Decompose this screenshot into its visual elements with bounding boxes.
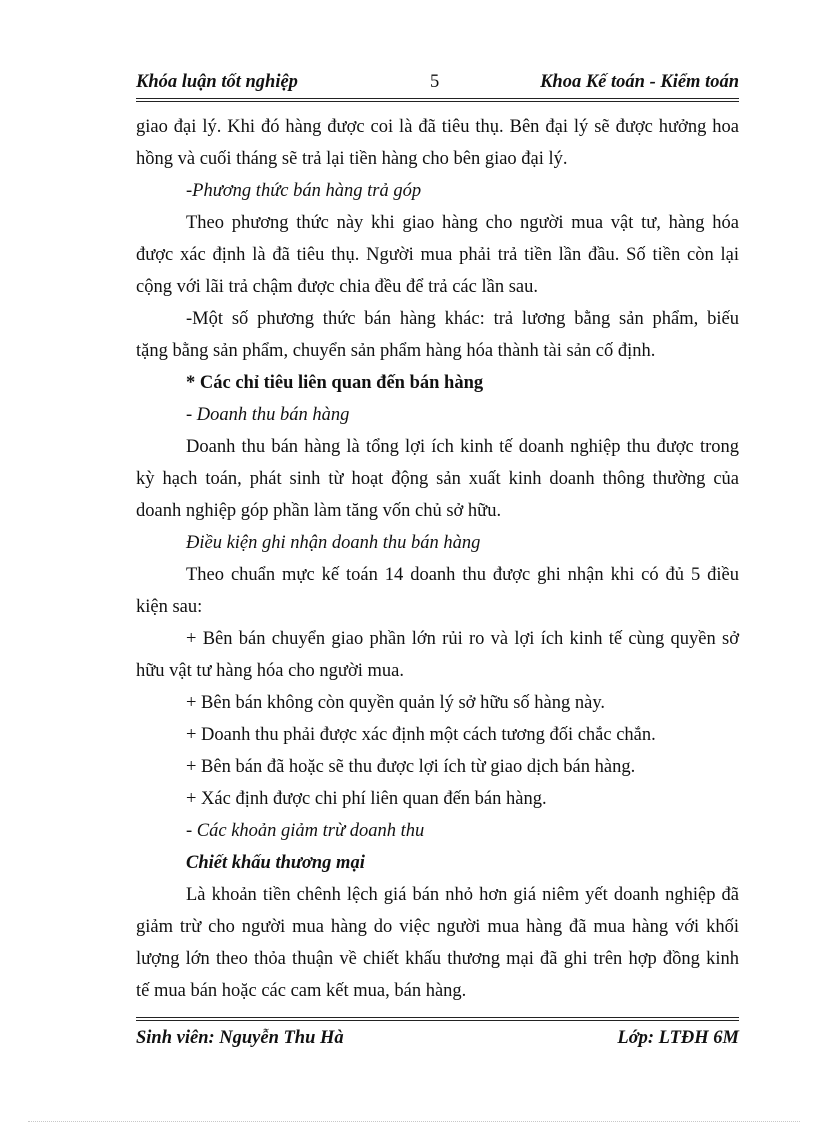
paragraph-line: lượng lớn theo thỏa thuận về chiết khấu thương mại đã ghi trên hợp đồng kinh [136, 949, 739, 969]
footer-class: Lớp: LTĐH 6M [617, 1028, 739, 1048]
footer-rule-double [136, 1020, 739, 1021]
page-bottom-dotted-border [28, 1121, 800, 1122]
list-item: + Doanh thu phải được xác định một cách tương đối chắc chắn. [186, 725, 656, 745]
paragraph-line: giao đại lý. Khi đó hàng được coi là đã tiêu thụ. Bên đại lý sẽ được hưởng hoa [136, 117, 739, 137]
paragraph-line: doanh nghiệp góp phần làm tăng vốn chủ sở hữu. [136, 501, 502, 521]
header-thesis-title: Khóa luận tốt nghiệp [136, 72, 298, 92]
paragraph-line: Theo chuẩn mực kế toán 14 doanh thu được ghi nhận khi có đủ 5 điều [186, 565, 739, 585]
list-item: + Bên bán chuyển giao phần lớn rủi ro và lợi ích kinh tế cùng quyền sở [186, 629, 739, 649]
paragraph-line: -Một số phương thức bán hàng khác: trả lương bằng sản phẩm, biếu [186, 309, 739, 329]
paragraph-line: Doanh thu bán hàng là tổng lợi ích kinh tế doanh nghiệp thu được trong [186, 437, 739, 457]
list-item: + Bên bán không còn quyền quản lý sở hữu số hàng này. [186, 693, 606, 713]
footer-student-name: Sinh viên: Nguyễn Thu Hà [136, 1028, 344, 1048]
subheading-sales-revenue: - Doanh thu bán hàng [186, 405, 350, 425]
header-department: Khoa Kế toán - Kiểm toán [540, 72, 739, 92]
section-heading-sales-indicators: * Các chỉ tiêu liên quan đến bán hàng [186, 373, 484, 393]
header-rule [136, 98, 739, 99]
subheading-revenue-recognition: Điều kiện ghi nhận doanh thu bán hàng [186, 533, 481, 553]
page-footer [136, 1028, 739, 1052]
paragraph-line: Là khoản tiền chênh lệch giá bán nhỏ hơn giá niêm yết doanh nghiệp đã [186, 885, 739, 905]
paragraph-line: hồng và cuối tháng sẽ trả lại tiền hàng cho bên giao đại lý. [136, 149, 568, 169]
paragraph-line: tặng bằng sản phẩm, chuyển sản phẩm hàng hóa thành tài sản cố định. [136, 341, 656, 361]
list-item: + Xác định được chi phí liên quan đến bán hàng. [186, 789, 547, 809]
page-number: 5 [430, 72, 440, 92]
subheading-trade-discount: Chiết khấu thương mại [186, 853, 365, 873]
list-item-continuation: hữu vật tư hàng hóa cho người mua. [136, 661, 404, 681]
page-header [136, 72, 739, 96]
list-item: + Bên bán đã hoặc sẽ thu được lợi ích từ giao dịch bán hàng. [186, 757, 636, 777]
header-rule-double [136, 101, 739, 102]
paragraph-line: Theo phương thức này khi giao hàng cho người mua vật tư, hàng hóa [186, 213, 739, 233]
paragraph-line: kiện sau: [136, 597, 203, 617]
subheading-installment-sales: -Phương thức bán hàng trả góp [186, 181, 422, 201]
paragraph-line: tế mua bán hoặc các cam kết mua, bán hàng. [136, 981, 467, 1001]
subheading-revenue-deductions: - Các khoản giảm trừ doanh thu [186, 821, 425, 841]
footer-rule [136, 1017, 739, 1018]
paragraph-line: giảm trừ cho người mua hàng do việc người mua hàng đã mua hàng với khối [136, 917, 739, 937]
paragraph-line: cộng với lãi trả chậm được chia đều để trả các lần sau. [136, 277, 538, 297]
paragraph-line: được xác định là đã tiêu thụ. Người mua phải trả tiền lần đầu. Số tiền còn lại [136, 245, 739, 265]
paragraph-line: kỳ hạch toán, phát sinh từ hoạt động sản xuất kinh doanh thông thường của [136, 469, 739, 489]
